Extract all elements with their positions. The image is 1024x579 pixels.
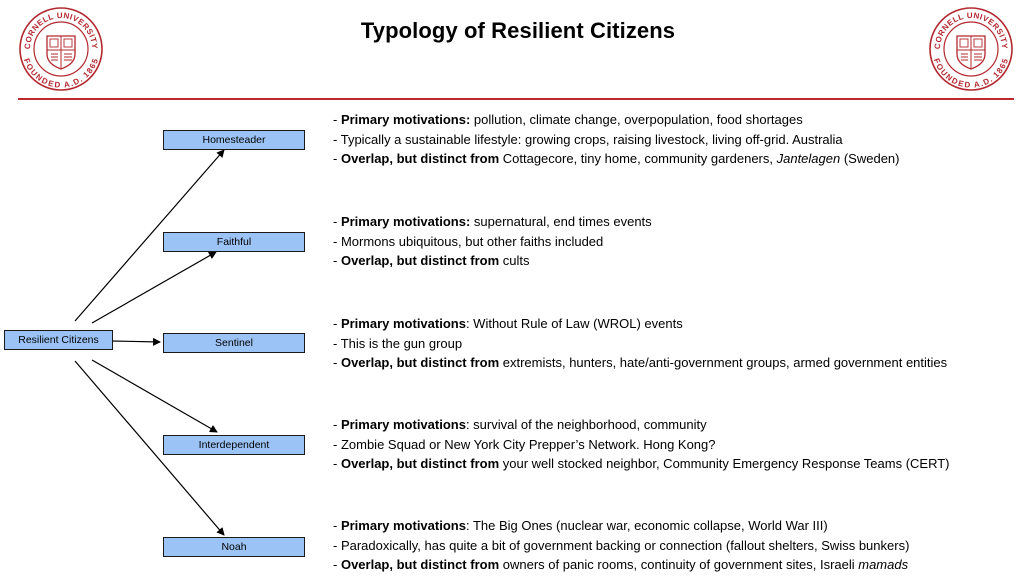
- faithful-description: [333, 212, 652, 271]
- svg-text:CORNELL UNIVERSITY: CORNELL UNIVERSITY: [932, 10, 1010, 50]
- description-line: - Primary motivations: survival of the neighborhood, community: [333, 417, 707, 432]
- description-line: - Primary motivations: Without Rule of Law (WROL) events: [333, 316, 683, 331]
- arrow-to-sentinel: [112, 341, 160, 342]
- node-homesteader: Homesteader: [163, 130, 305, 150]
- homesteader-description: [333, 110, 899, 169]
- description-line: - Primary motivations: pollution, climate change, overpopulation, food shortages: [333, 112, 803, 127]
- sentinel-description: [333, 314, 947, 373]
- description-line: - Mormons ubiquitous, but other faiths included: [333, 233, 604, 249]
- arrow-to-interdependent: [92, 360, 217, 432]
- description-line: - Typically a sustainable lifestyle: growing crops, raising livestock, living off-grid. Australia: [333, 131, 843, 147]
- description-line: - Overlap, but distinct from extremists, hunters, hate/anti-government groups, armed government entities: [333, 355, 948, 370]
- svg-text:CORNELL UNIVERSITY: CORNELL UNIVERSITY: [22, 10, 100, 50]
- root-node-box: Resilient Citizens: [4, 330, 113, 350]
- description-line: - Overlap, but distinct from cults: [333, 253, 530, 268]
- description-line: - Primary motivations: The Big Ones (nuclear war, economic collapse, World War III): [333, 518, 828, 533]
- node-interdependent: Interdependent: [163, 435, 305, 455]
- node-noah: Noah: [163, 537, 305, 557]
- node-sentinel: Sentinel: [163, 333, 305, 353]
- arrow-to-faithful: [92, 252, 216, 323]
- svg-text:FOUNDED A.D. 1865: FOUNDED A.D. 1865: [21, 57, 101, 90]
- description-line: - This is the gun group: [333, 335, 463, 351]
- page-title: Typology of Resilient Citizens: [360, 18, 676, 43]
- description-line: - Primary motivations: supernatural, end times events: [333, 214, 652, 229]
- description-line: - Paradoxically, has quite a bit of government backing or connection (fallout shelters, Swiss bunkers): [333, 537, 910, 553]
- noah-description: [333, 516, 909, 575]
- svg-text:FOUNDED A.D. 1865: FOUNDED A.D. 1865: [931, 57, 1011, 90]
- description-line: - Zombie Squad or New York City Prepper’s Network. Hong Kong?: [333, 436, 716, 452]
- description-line: - Overlap, but distinct from Cottagecore, tiny home, community gardeners, Jantelagen (Sweden): [333, 151, 900, 166]
- description-line: - Overlap, but distinct from owners of panic rooms, continuity of government sites, Israeli mamads: [333, 557, 909, 572]
- description-line: - Overlap, but distinct from your well stocked neighbor, Community Emergency Response Teams (CERT): [333, 456, 950, 471]
- interdependent-description: [333, 415, 950, 474]
- node-faithful: Faithful: [163, 232, 305, 252]
